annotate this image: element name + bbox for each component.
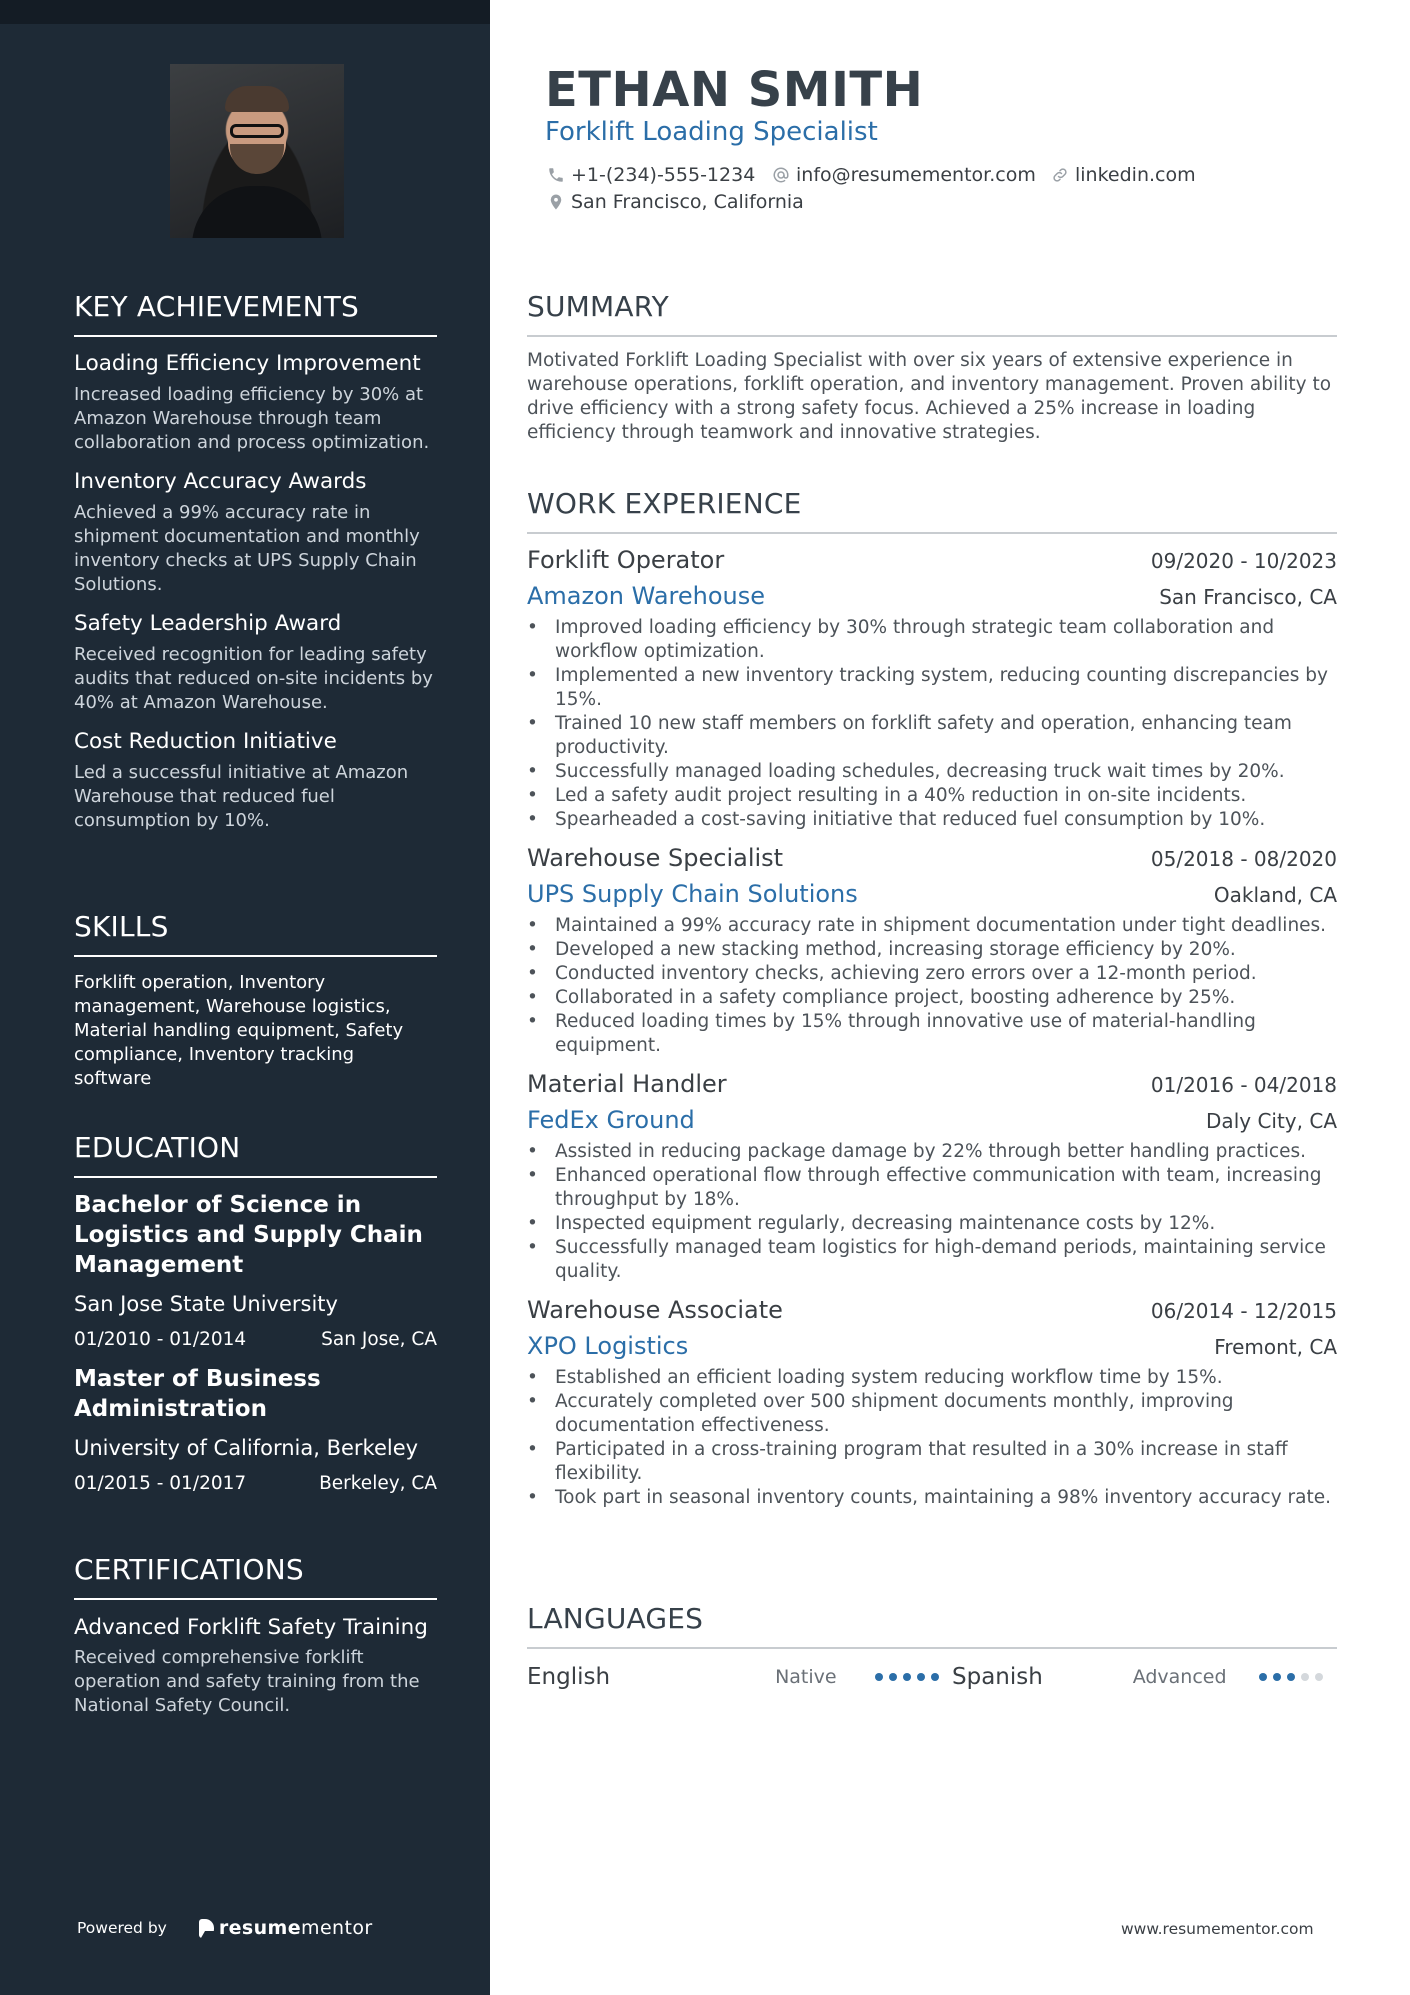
proficiency-dot-filled	[875, 1673, 883, 1681]
summary-text: Motivated Forklift Loading Specialist with over six years of extensive experience in warehouse operations, forklift operation, and inventory management. Proven ability to drive efficiency with a strong safety focus. Achieved a 25% increase in loading efficiency through teamwork and innovative strategies.	[527, 350, 1332, 443]
location-text: San Francisco, California	[571, 191, 804, 213]
job-bullet: • Developed a new stacking method, increasing storage efficiency by 20%.	[527, 938, 1337, 962]
job-dates: 01/2016 - 04/2018	[1150, 1073, 1337, 1097]
certification-item	[74, 1614, 437, 1718]
job-bullet: • Conducted inventory checks, achieving zero errors over a 12-month period.	[527, 962, 1337, 986]
job-bullet: • Assisted in reducing package damage by 22% through better handling practices.	[527, 1140, 1337, 1164]
education-school: San Jose State University	[74, 1292, 338, 1316]
job-bullet: • Established an efficient loading system reducing workflow time by 15%.	[527, 1366, 1337, 1390]
achievement-item	[74, 467, 437, 597]
sidebar	[0, 0, 490, 1995]
achievement-description: Received recognition for leading safety audits that reduced on-site incidents by 40% at Amazon Warehouse.	[74, 644, 433, 713]
powered-by	[77, 1917, 373, 1939]
job-bullet: • Improved loading efficiency by 30% through strategic team collaboration and workflow optimization.	[527, 616, 1337, 664]
job-location: San Francisco, CA	[1159, 585, 1337, 609]
languages-row	[527, 1659, 1337, 1695]
proficiency-dot-filled	[889, 1673, 897, 1681]
phone-text: +1-(234)-555-1234	[571, 164, 756, 186]
education-section	[74, 1131, 437, 1496]
proficiency-dot-filled	[1259, 1673, 1267, 1681]
education-school: University of California, Berkeley	[74, 1436, 419, 1460]
proficiency-dot-filled	[931, 1673, 939, 1681]
resumementor-logo-icon	[199, 1919, 214, 1938]
achievement-description: Increased loading efficiency by 30% at Amazon Warehouse through team collaboration and process optimization.	[74, 384, 430, 453]
link-icon	[1051, 166, 1069, 184]
certification-title: Advanced Forklift Safety Training	[74, 1615, 428, 1640]
languages-heading: LANGUAGES	[527, 1602, 1337, 1649]
education-item	[74, 1190, 437, 1352]
job-dates: 05/2018 - 08/2020	[1150, 847, 1337, 871]
contact-linkedin[interactable]	[1051, 164, 1196, 186]
job-title: Warehouse Specialist	[527, 844, 784, 872]
job-entry	[527, 1296, 1337, 1510]
job-company: UPS Supply Chain Solutions	[527, 880, 858, 908]
contact-location	[547, 191, 804, 213]
education-location: Berkeley, CA	[319, 1473, 437, 1494]
language-proficiency-dots	[1259, 1673, 1337, 1681]
achievement-item	[74, 349, 437, 455]
achievement-item	[74, 727, 437, 833]
job-bullets	[527, 1140, 1337, 1284]
job-bullet: • Took part in seasonal inventory counts, maintaining a 98% inventory accuracy rate.	[527, 1486, 1337, 1510]
language-item	[952, 1664, 1337, 1690]
job-company: Amazon Warehouse	[527, 582, 766, 610]
certifications-section	[74, 1553, 437, 1718]
education-degree: Master of Business Administration	[74, 1366, 321, 1422]
job-bullets	[527, 616, 1337, 832]
brand-light: mentor	[301, 1917, 373, 1939]
job-title: Material Handler	[527, 1070, 727, 1098]
job-bullet: • Inspected equipment regularly, decreasing maintenance costs by 12%.	[527, 1212, 1337, 1236]
job-location: Daly City, CA	[1206, 1109, 1337, 1133]
proficiency-dot-filled	[1287, 1673, 1295, 1681]
candidate-name: ETHAN SMITH	[545, 62, 924, 118]
job-bullet: • Successfully managed team logistics for high-demand periods, maintaining service quality.	[527, 1236, 1337, 1284]
skills-section	[74, 910, 437, 1091]
language-name: English	[527, 1664, 611, 1690]
language-proficiency-dots	[875, 1673, 952, 1681]
work-experience-section	[527, 487, 1337, 1510]
key-achievements-section	[74, 290, 437, 833]
phone-icon	[547, 166, 565, 184]
footer-url[interactable]: www.resumementor.com	[1121, 1920, 1314, 1938]
education-item	[74, 1364, 437, 1496]
achievement-item	[74, 609, 437, 715]
contact-phone[interactable]	[547, 164, 755, 186]
language-level: Advanced	[1132, 1666, 1227, 1688]
summary-heading: SUMMARY	[527, 290, 1337, 337]
job-company: FedEx Ground	[527, 1106, 695, 1134]
resumementor-logo[interactable]	[199, 1917, 373, 1939]
email-text: info@resumementor.com	[796, 164, 1036, 186]
job-company: XPO Logistics	[527, 1332, 689, 1360]
at-sign-icon	[772, 166, 790, 184]
skills-heading: SKILLS	[74, 910, 437, 957]
skills-list: Forklift operation, Inventory management, Warehouse logistics, Material handling equipment, Safety compliance, Inventory tracking software	[74, 972, 404, 1089]
language-level: Native	[775, 1666, 837, 1688]
job-title: Warehouse Associate	[527, 1296, 783, 1324]
job-bullet: • Enhanced operational flow through effective communication with team, increasing throughput by 18%.	[527, 1164, 1337, 1212]
job-entry	[527, 844, 1337, 1058]
languages-section	[527, 1602, 1337, 1695]
job-bullet: • Implemented a new inventory tracking system, reducing counting discrepancies by 15%.	[527, 664, 1337, 712]
achievement-description: Achieved a 99% accuracy rate in shipment documentation and monthly inventory checks at UPS Supply Chain Solutions.	[74, 502, 420, 595]
job-bullet: • Successfully managed loading schedules, decreasing truck wait times by 20%.	[527, 760, 1337, 784]
job-bullet: • Collaborated in a safety compliance project, boosting adherence by 25%.	[527, 986, 1337, 1010]
job-bullet: • Spearheaded a cost-saving initiative that reduced fuel consumption by 10%.	[527, 808, 1337, 832]
job-bullet: • Participated in a cross-training program that resulted in a 30% increase in staff flexibility.	[527, 1438, 1337, 1486]
summary-section	[527, 290, 1337, 445]
job-bullet: • Accurately completed over 500 shipment documents monthly, improving documentation effectiveness.	[527, 1390, 1337, 1438]
achievement-title: Cost Reduction Initiative	[74, 729, 337, 754]
proficiency-dot-empty	[1301, 1673, 1309, 1681]
education-location: San Jose, CA	[321, 1329, 437, 1350]
proficiency-dot-filled	[917, 1673, 925, 1681]
job-bullet: • Reduced loading times by 15% through innovative use of material-handling equipment.	[527, 1010, 1337, 1058]
candidate-role: Forklift Loading Specialist	[545, 117, 878, 147]
sidebar-top-bar	[0, 0, 490, 24]
key-achievements-heading: KEY ACHIEVEMENTS	[74, 290, 437, 337]
work-experience-heading: WORK EXPERIENCE	[527, 487, 1337, 534]
job-dates: 06/2014 - 12/2015	[1150, 1299, 1337, 1323]
achievement-description: Led a successful initiative at Amazon Warehouse that reduced fuel consumption by 10%.	[74, 762, 409, 831]
achievement-title: Inventory Accuracy Awards	[74, 469, 367, 494]
job-title: Forklift Operator	[527, 546, 725, 574]
language-item	[527, 1664, 952, 1690]
proficiency-dot-filled	[903, 1673, 911, 1681]
education-degree: Bachelor of Science in Logistics and Supply Chain Management	[74, 1192, 423, 1278]
job-location: Oakland, CA	[1213, 883, 1337, 907]
certifications-heading: CERTIFICATIONS	[74, 1553, 437, 1600]
powered-by-label: Powered by	[77, 1919, 167, 1937]
job-dates: 09/2020 - 10/2023	[1150, 549, 1337, 573]
job-bullet: • Maintained a 99% accuracy rate in shipment documentation under tight deadlines.	[527, 914, 1337, 938]
proficiency-dot-empty	[1315, 1673, 1323, 1681]
location-pin-icon	[547, 193, 565, 211]
job-bullets	[527, 914, 1337, 1058]
job-bullets	[527, 1366, 1337, 1510]
job-entry	[527, 546, 1337, 832]
education-heading: EDUCATION	[74, 1131, 437, 1178]
proficiency-dot-filled	[1273, 1673, 1281, 1681]
job-bullet: • Led a safety audit project resulting in a 40% reduction in on-site incidents.	[527, 784, 1337, 808]
brand-bold: resume	[218, 1917, 302, 1939]
job-entry	[527, 1070, 1337, 1284]
profile-photo	[170, 64, 344, 238]
education-dates: 01/2015 - 01/2017	[74, 1473, 247, 1494]
linkedin-text: linkedin.com	[1075, 164, 1196, 186]
job-bullet: • Trained 10 new staff members on forklift safety and operation, enhancing team productivity.	[527, 712, 1337, 760]
job-location: Fremont, CA	[1214, 1335, 1337, 1359]
achievement-title: Safety Leadership Award	[74, 611, 342, 636]
contact-email[interactable]	[772, 164, 1036, 186]
achievement-title: Loading Efficiency Improvement	[74, 351, 421, 376]
education-dates: 01/2010 - 01/2014	[74, 1329, 247, 1350]
language-name: Spanish	[952, 1664, 1043, 1690]
certification-description: Received comprehensive forklift operation and safety training from the National Safety Council.	[74, 1647, 420, 1716]
